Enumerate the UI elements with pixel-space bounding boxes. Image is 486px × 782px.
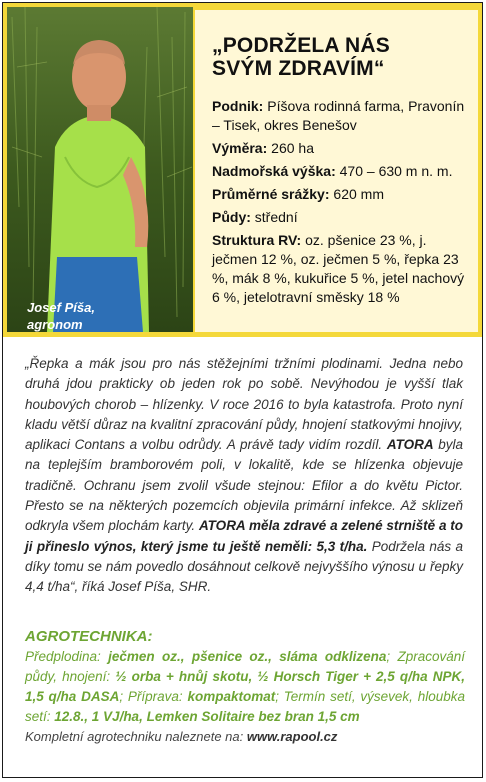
agrotechnics-heading: AGROTECHNIKA: [25,628,153,645]
person-name: Josef Píša, [27,300,95,315]
title-line-1: „PODRŽELA NÁS [212,34,390,57]
person-role: agronom [27,317,83,332]
quote-highlight: ATORA měla zdravé a zelené strniště a to ji přineslo výnos, který jsme tu ještě neměli: 5,3 t/ha. [25,518,463,554]
fact-company: Podnik: Píšova rodinná farma, Pravonín – Tisek, okres Benešov [212,98,465,133]
fact-soils: Půdy: střední [212,209,298,225]
agrotechnics-text: Předplodina: ječmen oz., pšenice oz., sláma odklizena; Zpracování půdy, hnojení: ½ orba + hnůj skotu, ½ Horsch Tiger + 2,5 q/ha NPK, 1,5 q/ha DASA; Příprava: kompaktomat; Termín setí, výsevek, hloubka setí: 12.8., 1 VJ/ha, Lemken Solitaire bez bran 1,5 cm [25,649,465,724]
website-link[interactable]: www.rapool.cz [246,729,338,744]
fact-rainfall: Průměrné srážky: 620 mm [212,186,384,202]
page-border [2,2,483,778]
fact-crop-structure: Struktura RV: oz. pšenice 23 %, j. ječmen 12 %, oz. ječmen 5 %, řepka 23 %, mák 8 %, kukuřice 5 %, jetel nachový 6 %, jetelotravní směsky 18 % [212,232,465,305]
farmer-quote: „Řepka a mák jsou pro nás stěžejními tržními plodinami. Jedna nebo druhá jdou prakticky ob jeden rok po sobě. Nevýhodou je vyšší tlak houbových chorob – hlízenky. V roce 2016 to byla katastrofa. Proto nyní kladu větší důraz na kvalitní zpracování půdy, hnojení statkovými hnojivy, aplikaci Contans a volbu odrůdy. A právě tady vidím rozdíl. ATORA byla na teplejším bramborovém poli, v lokalitě, kde se hlízenka objevuje tradičně. Ochranu jsem zvolil všude stejnou: Efilor a do květu Pictor. Přesto se na některých pozemcích objevila primární infekce. Až sklizeň odkryla všem plochám karty. ATORA měla zdravé a zelené strniště a to ji přineslo výnos, který jsme tu ještě neměli: 5,3 t/ha. Podržela nás a díky tomu se nám povedlo dosáhnout celkově nejvyššího výnosu u řepky 4,4 t/ha“, říká Josef Píša, SHR. [25,356,463,595]
agrotechnics-footer: Kompletní agrotechniku naleznete na: www.rapool.cz [25,729,338,744]
fact-area: Výměra: 260 ha [212,140,314,156]
fact-altitude: Nadmořská výška: 470 – 630 m n. m. [212,163,453,179]
variety-name: ATORA [386,437,434,453]
title-line-2: SVÝM ZDRAVÍM“ [212,57,385,80]
